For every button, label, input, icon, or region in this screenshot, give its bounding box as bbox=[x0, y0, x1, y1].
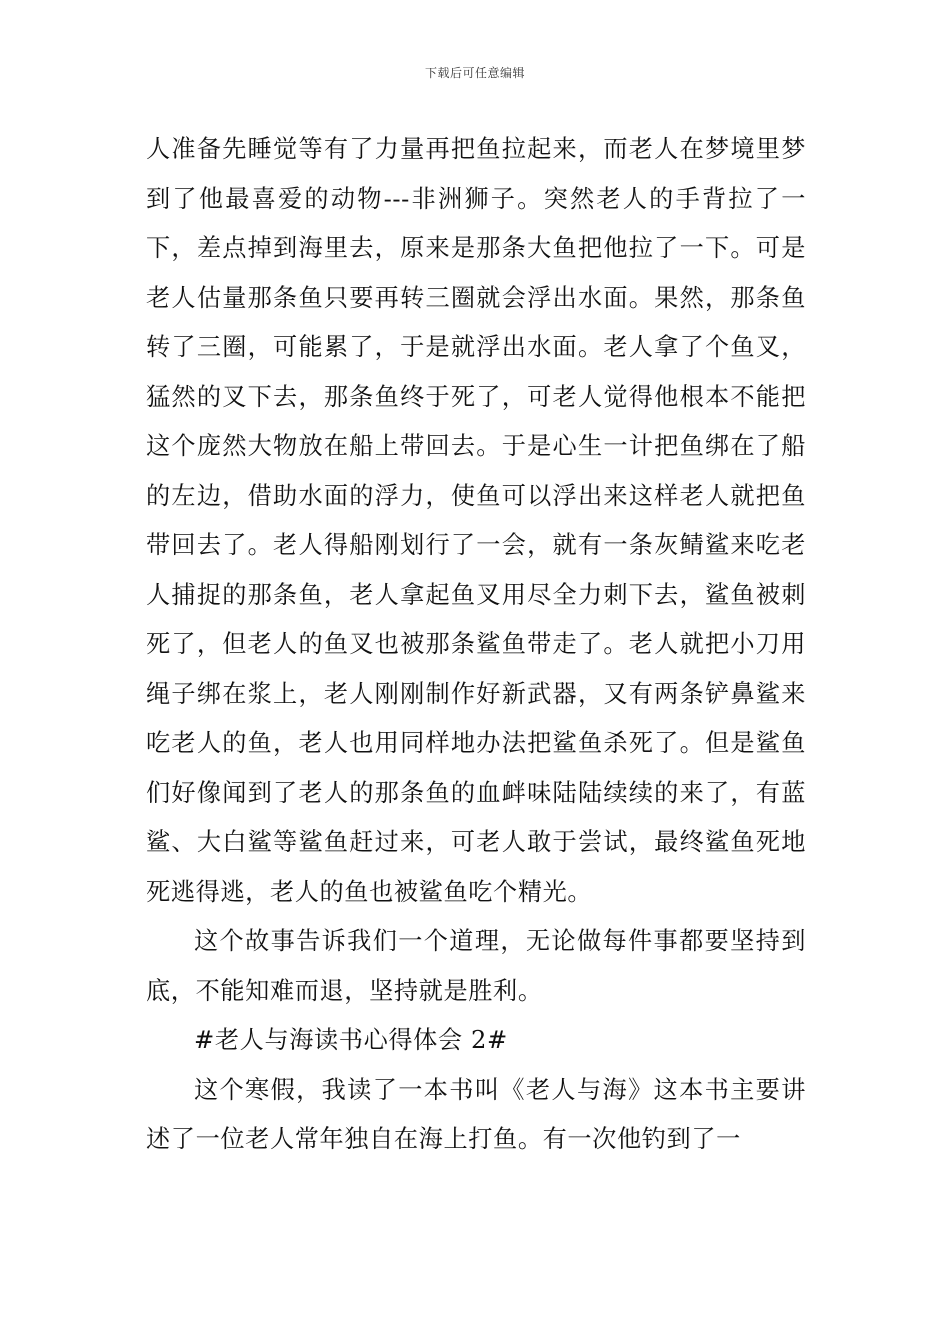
paragraph-moral: 这个故事告诉我们一个道理，无论做每件事都要坚持到底，不能知难而退，坚持就是胜利。 bbox=[146, 927, 806, 1005]
document-body bbox=[146, 125, 806, 1165]
page-header: 下载后可任意编辑 bbox=[424, 66, 525, 80]
paragraph-essay-2-intro: 这个寒假，我读了一本书叫《老人与海》这本书主要讲述了一位老人常年独自在海上打鱼。有一次他钓到了一 bbox=[146, 1075, 806, 1153]
paragraph-story-continuation: 人准备先睡觉等有了力量再把鱼拉起来，而老人在梦境里梦到了他最喜爱的动物---非洲狮子。突然老人的手背拉了一下，差点掉到海里去，原来是那条大鱼把他拉了一下。可是老人估量那条鱼只要再转三圈就会浮出水面。果然，那条鱼转了三圈，可能累了，于是就浮出水面。老人拿了个鱼叉，猛然的叉下去，那条鱼终于死了，可老人觉得他根本不能把这个庞然大物放在船上带回去。于是心生一计把鱼绑在了船的左边，借助水面的浮力，使鱼可以浮出来这样老人就把鱼带回去了。老人得船刚划行了一会，就有一条灰鲭鲨来吃老人捕捉的那条鱼，老人拿起鱼叉用尽全力刺下去，鲨鱼被刺死了，但老人的鱼叉也被那条鲨鱼带走了。老人就把小刀用绳子绑在浆上，老人刚刚制作好新武器，又有两条铲鼻鲨来吃老人的鱼，老人也用同样地办法把鲨鱼杀死了。但是鲨鱼们好像闻到了老人的那条鱼的血衅味陆陆续续的来了，有蓝鲨、大白鲨等鲨鱼赶过来，可老人敢于尝试，最终鲨鱼死地死逃得逃，老人的鱼也被鲨鱼吃个精光。 bbox=[146, 135, 806, 906]
section-heading: #老人与海读书心得体会 2# bbox=[194, 1026, 508, 1054]
